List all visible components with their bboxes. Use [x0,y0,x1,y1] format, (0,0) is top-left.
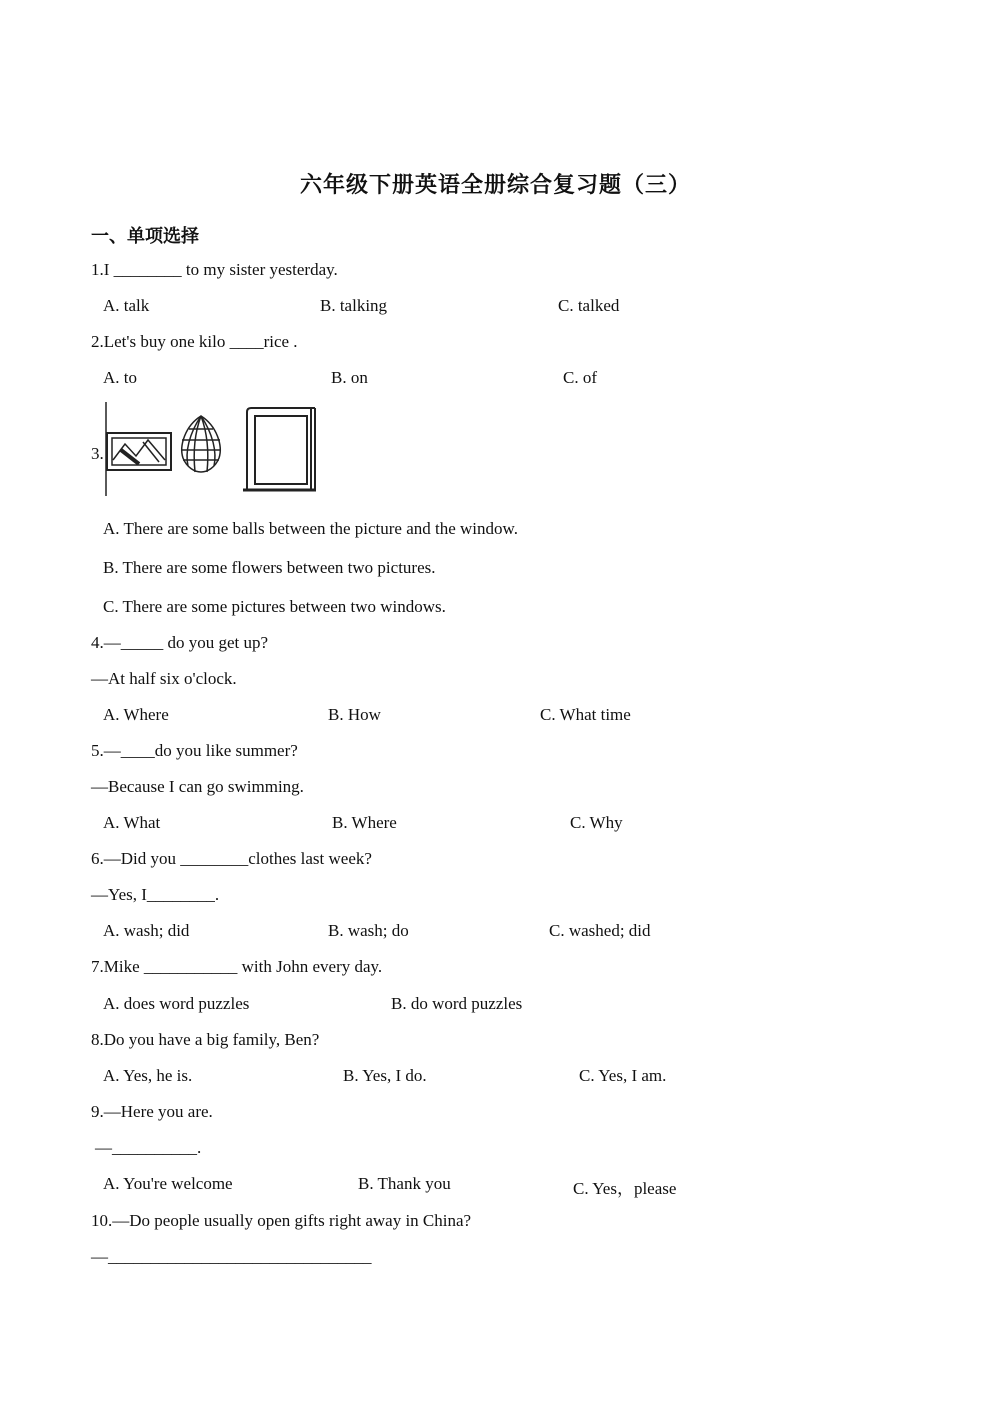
question-8-stem: 8.Do you have a big family, Ben? [91,1030,320,1049]
question-10-reply: —_______________________________ [91,1247,372,1266]
question-6-option-c: C. washed; did [549,921,651,940]
question-9-option-a: A. You're welcome [103,1174,233,1193]
question-9-stem: 9.—Here you are. [91,1102,213,1121]
window-icon [243,408,316,490]
question-1-option-b: B. talking [320,296,388,315]
question-9-option-b: B. Thank you [358,1174,451,1193]
section-heading-single-choice: 一、单项选择 [91,226,199,246]
question-9-option-c: C. Yes，please [573,1179,677,1198]
question-4-stem: 4.—_____ do you get up? [91,633,269,652]
question-5-option-c: C. Why [570,813,623,832]
question-4-option-b: B. How [328,705,381,724]
question-8-option-a: A. Yes, he is. [103,1066,193,1085]
question-2-option-b: B. on [331,368,368,387]
question-8-option-c: C. Yes, I am. [579,1066,667,1085]
question-1-option-c: C. talked [558,296,620,315]
question-4-reply: —At half six o'clock. [91,669,237,688]
question-7-stem: 7.Mike ___________ with John every day. [91,957,383,976]
question-9-reply: —__________. [95,1138,202,1157]
page-title: 六年级下册英语全册综合复习题（三） [300,172,692,197]
question-2-option-c: C. of [563,368,597,387]
question-7-option-a: A. does word puzzles [103,994,250,1013]
question-5-option-a: A. What [103,813,161,832]
question-10-stem: 10.—Do people usually open gifts right away in China? [91,1211,472,1230]
question-3-pictures [103,402,318,498]
picture-frame-icon [106,402,171,496]
question-3-option-a: A. There are some balls between the picture and the window. [103,519,518,538]
question-3-number: 3. [91,444,104,463]
question-5-stem: 5.—____do you like summer? [91,741,298,760]
question-8-option-b: B. Yes, I do. [343,1066,427,1085]
question-6-option-b: B. wash; do [328,921,409,940]
question-3-option-c: C. There are some pictures between two windows. [103,597,446,616]
question-6-stem: 6.—Did you ________clothes last week? [91,849,372,868]
question-5-reply: —Because I can go swimming. [91,777,304,796]
question-7-option-b: B. do word puzzles [391,994,523,1013]
ball-net-icon [181,416,221,472]
question-3-option-b: B. There are some flowers between two pictures. [103,558,436,577]
question-6-reply: —Yes, I________. [91,885,220,904]
question-1-option-a: A. talk [103,296,150,315]
question-5-option-b: B. Where [332,813,397,832]
question-4-option-c: C. What time [540,705,631,724]
question-2-option-a: A. to [103,368,137,387]
question-4-option-a: A. Where [103,705,169,724]
question-1-stem: 1.I ________ to my sister yesterday. [91,260,338,279]
question-6-option-a: A. wash; did [103,921,190,940]
question-2-stem: 2.Let's buy one kilo ____rice . [91,332,298,351]
